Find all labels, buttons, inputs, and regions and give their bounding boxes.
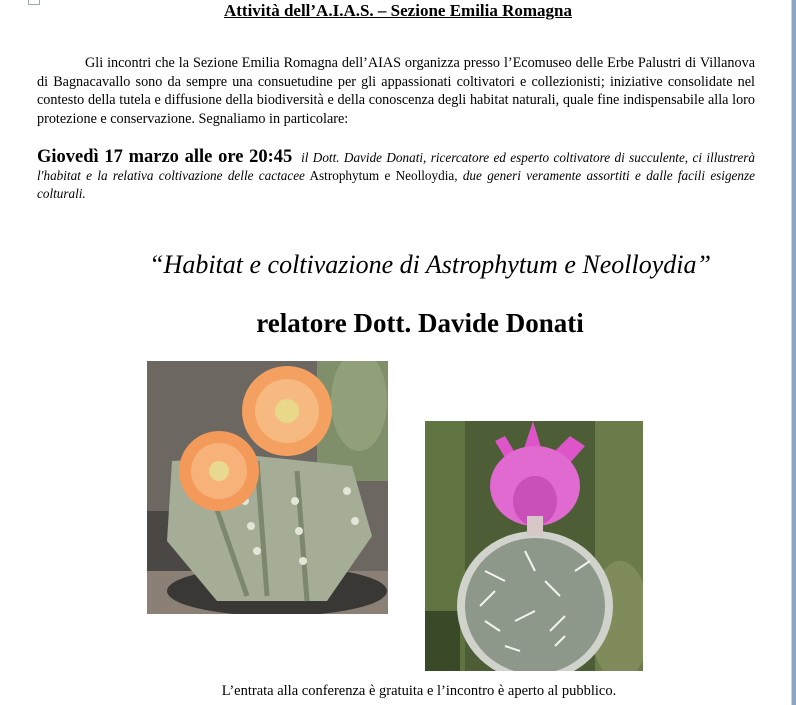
speaker-name: relatore Dott. Davide Donati [256, 308, 584, 338]
event-description-2: , due generi veramente assortiti e dalle facili esigenze colturali. [37, 168, 755, 201]
footer-note: L’entrata alla conferenza è gratuita e l’incontro è aperto al pubblico. [221, 683, 617, 699]
lecture-title: “Habitat e coltivazione di Astrophytum e Neolloydia” [149, 250, 711, 279]
event-date: Giovedì 17 marzo alle ore 20:45 [37, 147, 293, 167]
intro-paragraph: Gli incontri che la Sezione Emilia Romagna dell’AIAS organizza presso l’Ecomuseo delle Erbe Palustri di Villanova di Bagnacavallo sono da sempre una consuetudine per gli appassionati coltivatori e collezionisti; iniziative consolidate nel contesto della tutela e diffusione della biodiversità e della conoscenza degli habitat naturali, quale fine indispensabile alla loro protezione e conservazione. Segnaliamo in particolare: [37, 55, 755, 127]
neolloydia-illustration [425, 421, 643, 671]
event-description-1: il Dott. Davide Donati, ricercatore ed esperto coltivatore di succulente, ci illustrerà l'habitat e la relativa coltivazione delle cactacee [37, 150, 755, 183]
page-title: Attività dell’A.I.A.S. – Sezione Emilia Romagna [223, 1, 573, 20]
event-genera: Astrophytum e Neolloydia [309, 168, 455, 183]
astrophytum-photo [147, 361, 388, 614]
vertical-scrollbar[interactable] [792, 0, 796, 705]
event-paragraph [37, 148, 755, 203]
neolloydia-photo [425, 421, 643, 671]
astrophytum-illustration [147, 361, 388, 614]
